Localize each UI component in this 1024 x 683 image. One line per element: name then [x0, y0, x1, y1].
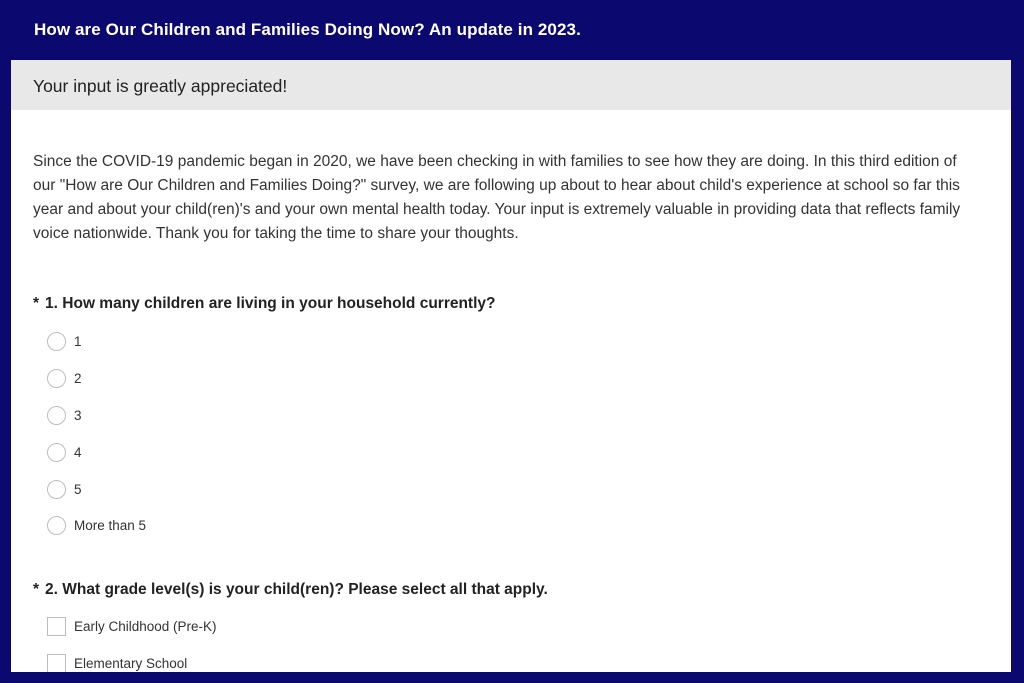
survey-panel — [11, 60, 1011, 672]
option-label: 4 — [74, 445, 82, 460]
required-marker: * — [33, 581, 40, 598]
q1-option-3[interactable] — [47, 406, 82, 425]
option-label: Elementary School — [74, 656, 188, 671]
option-label: 5 — [74, 482, 82, 497]
checkbox[interactable] — [47, 654, 66, 672]
q1-option-more-than-5[interactable] — [47, 516, 146, 535]
radio-button[interactable] — [47, 443, 66, 462]
question-1-text: 1. How many children are living in your household currently? — [45, 295, 496, 312]
q1-option-4[interactable] — [47, 443, 82, 462]
question-1-label — [33, 295, 496, 313]
question-2-label — [33, 581, 548, 599]
checkbox[interactable] — [47, 617, 66, 636]
radio-button[interactable] — [47, 406, 66, 425]
question-2-text: 2. What grade level(s) is your child(ren)? Please select all that apply. — [45, 581, 548, 598]
radio-button[interactable] — [47, 480, 66, 499]
q2-option-early-childhood[interactable] — [47, 617, 217, 636]
option-label: 1 — [74, 334, 82, 349]
option-label: More than 5 — [74, 518, 147, 533]
radio-button[interactable] — [47, 332, 66, 351]
radio-button[interactable] — [47, 516, 66, 535]
option-label: 2 — [74, 371, 82, 386]
required-marker: * — [33, 295, 40, 312]
q1-option-2[interactable] — [47, 369, 82, 388]
option-label: Early Childhood (Pre-K) — [74, 619, 217, 634]
q1-option-1[interactable] — [47, 332, 82, 351]
q2-option-elementary-school[interactable] — [47, 654, 187, 672]
radio-button[interactable] — [47, 369, 66, 388]
intro-paragraph: Since the COVID-19 pandemic began in 2020, we have been checking in with families to see how they are doing. In this third edition of our "How are Our Children and Families Doing?" survey, we are following up about to hear about child's experience at school so far this year and about your child(ren)'s and your own mental health today. Your input is extremely valuable in providing data that reflects family voice nationwide. Thank you for taking the time to share your thoughts. — [33, 153, 961, 242]
q1-option-5[interactable] — [47, 480, 82, 499]
subheader-text: Your input is greatly appreciated! — [33, 76, 288, 96]
survey-title: How are Our Children and Families Doing Now? An update in 2023. — [34, 20, 581, 39]
survey-title-bar — [0, 0, 1024, 60]
page-subheader — [11, 60, 1011, 110]
option-label: 3 — [74, 408, 82, 423]
